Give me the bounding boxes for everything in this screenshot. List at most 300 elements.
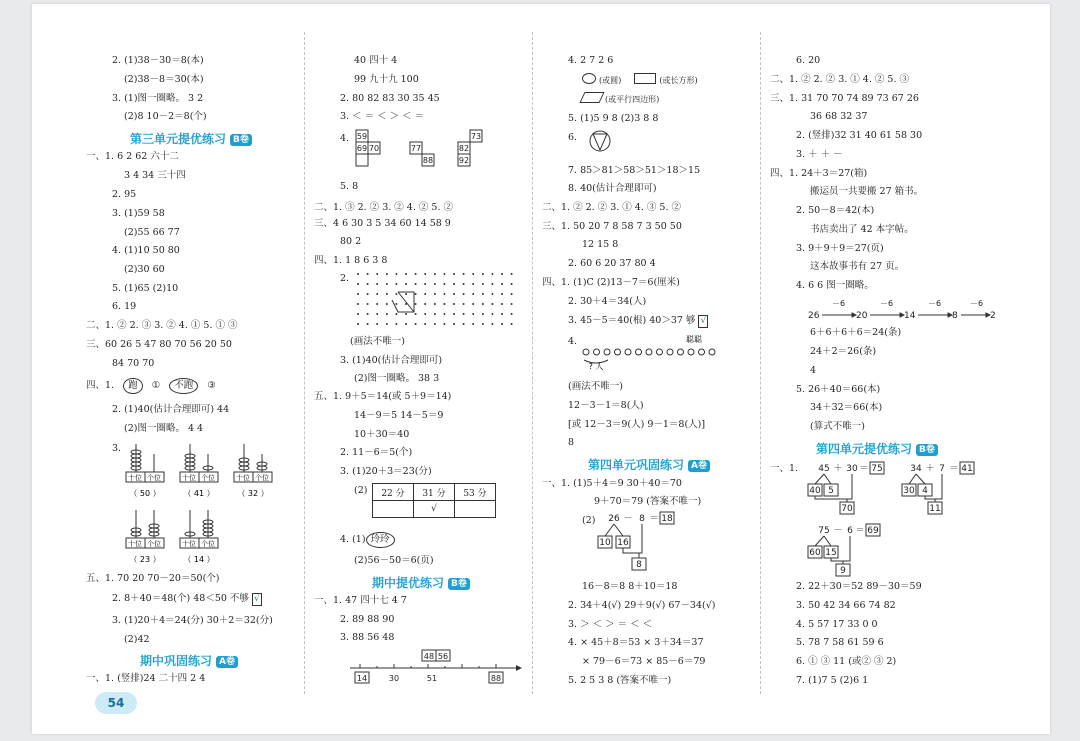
person-circle: [625, 349, 631, 355]
dot-grid-figure: [354, 270, 526, 330]
jump-number: 20: [856, 311, 868, 321]
answer-line: 2. 30＋4＝34(人): [568, 296, 647, 307]
grid-number: 82: [458, 144, 470, 153]
grid-dot: [491, 323, 493, 325]
answer-column-1: [78, 4, 300, 734]
grid-dot: [424, 313, 426, 315]
section-title-text: 第四单元提优练习: [816, 442, 913, 456]
person-circle: [615, 349, 621, 355]
grid-dot: [405, 273, 407, 275]
grid-dot: [367, 323, 369, 325]
tree-number: 75: [818, 526, 830, 536]
answer-line: 2. 34＋4(√) 29＋9(√) 67－34(√): [568, 600, 716, 611]
answer-line: 3. (1)图一圈略。 3 2: [112, 93, 204, 104]
grid-dot: [367, 303, 369, 305]
split-tree-figure: [594, 508, 704, 572]
answer-line: 4. (1)10 50 80: [112, 245, 180, 256]
queue-figure: [582, 332, 742, 370]
section-title-text: 第四单元巩固练习: [588, 458, 685, 472]
tree-number: 69: [867, 526, 879, 536]
grid-dot: [376, 283, 378, 285]
answer-line: [340, 532, 395, 548]
answer-line: 12－3－1＝8(人): [568, 400, 644, 411]
person-circle: [646, 349, 652, 355]
person-circle: [709, 349, 715, 355]
grid-dot: [511, 283, 513, 285]
section-title-text: 期中提优练习: [372, 576, 445, 590]
grid-number: 88: [422, 156, 434, 165]
answer-line: 6.: [568, 132, 578, 143]
tree-sign: ＝: [859, 464, 869, 474]
number-line-label: 30: [388, 674, 400, 683]
abacus-answer: （ 50 ）: [129, 489, 161, 498]
grid-dot: [386, 273, 388, 275]
answer-line: (2): [582, 515, 596, 526]
jump-number: 26: [808, 311, 820, 321]
grid-dot: [357, 303, 359, 305]
grid-dot: [424, 303, 426, 305]
grid-number: 92: [458, 156, 470, 165]
item-number: 4. (1): [340, 534, 366, 545]
answer-column-4: [766, 4, 1006, 734]
grid-dot: [386, 293, 388, 295]
grid-dot: [376, 273, 378, 275]
answer-line: 五、1. 70 20 70－20＝50(个): [86, 573, 220, 584]
grid-dot: [415, 283, 417, 285]
grid-dot: [357, 283, 359, 285]
grid-dot: [463, 313, 465, 315]
grid-dot: [472, 273, 474, 275]
place-label: 个位: [201, 474, 215, 482]
grid-dot: [511, 303, 513, 305]
place-label: 十位: [182, 474, 196, 482]
tree-number: 15: [825, 548, 837, 558]
answer-line: (2)8 10－2＝8(个): [124, 111, 207, 122]
rectangle-shape-icon: [634, 73, 656, 84]
answer-line: [112, 592, 262, 606]
section-badge: A卷: [216, 656, 238, 668]
answer-line: 3. (1)40(估计合理即可): [340, 355, 443, 366]
cut-circle-figure: [588, 128, 612, 154]
answer-line: 2. 95: [112, 189, 137, 200]
person-circle: [636, 349, 642, 355]
answer-line: × 79－6＝73 × 85－6＝79: [582, 656, 706, 667]
jump-label: －6: [832, 299, 846, 308]
jump-label: －6: [970, 299, 984, 308]
shape-label: (或平行四边形): [605, 95, 660, 104]
section-title: [140, 652, 238, 669]
grid-dot: [443, 293, 445, 295]
grid-dot: [501, 313, 503, 315]
grid-number: 59: [356, 132, 368, 141]
person-circle: [594, 349, 600, 355]
abacus-32: [234, 444, 272, 498]
grid-dot: [386, 313, 388, 315]
place-label: 十位: [128, 540, 142, 548]
answer-line: 一、1. (1)5＋4＝9 30＋40＝70: [542, 478, 682, 489]
grid-dot: [501, 283, 503, 285]
answer-line: 4: [810, 365, 817, 376]
answer-line: 3. 88 56 48: [340, 632, 395, 643]
tree-number: 30: [903, 486, 915, 496]
figure-label: ? 人: [588, 362, 604, 370]
answer-line: (2)56－50＝6(页): [354, 555, 434, 566]
answer-line: 36 68 32 37: [810, 111, 868, 122]
table-cell: 31 分: [414, 484, 455, 501]
answer-line: 3. ＋ ＋ －: [796, 149, 843, 160]
grid-dot: [472, 323, 474, 325]
place-label: 个位: [147, 540, 161, 548]
answer-line: 5. (1)65 (2)10: [112, 283, 179, 294]
grid-dot: [472, 283, 474, 285]
grid-dot: [434, 313, 436, 315]
answer-text: 2. 8＋40＝48(个) 48＜50 不够: [112, 593, 249, 604]
grid-dot: [415, 313, 417, 315]
tree-number: 6: [847, 526, 853, 536]
grid-dot: [405, 293, 407, 295]
place-label: 个位: [201, 540, 215, 548]
answer-line: 2. 89 88 90: [340, 614, 395, 625]
tree-number: 26: [608, 514, 620, 524]
answer-line: 3. ＜ ＝ ＜ ＞ ＜ ＝: [340, 111, 425, 122]
answer-line: 三、60 26 5 47 80 70 56 20 50: [86, 339, 232, 350]
answer-line: 四、1. 1 8 6 3 8: [314, 255, 388, 266]
grid-dot: [472, 313, 474, 315]
tree-number: 60: [809, 548, 821, 558]
section-badge: B卷: [916, 444, 938, 456]
table-cell: √: [414, 501, 455, 518]
grid-dot: [491, 293, 493, 295]
answer-line: 二、1. ② 2. ② 3. ① 4. ② 5. ③: [770, 74, 909, 85]
tree-sign: －: [833, 526, 843, 536]
grid-dot: [357, 313, 359, 315]
section-title: [588, 456, 710, 473]
answer-line: 二、1. ② 2. ② 3. ① 4. ③ 5. ②: [542, 202, 681, 213]
section-title: [372, 574, 470, 591]
figure-label: 聪聪: [686, 335, 702, 344]
jump-label: －6: [928, 299, 942, 308]
check-mark-icon: √: [253, 594, 260, 604]
answer-line: 3. (1)20＋4＝24(分) 30＋2＝32(分): [112, 615, 273, 626]
grid-dot: [415, 323, 417, 325]
grid-dot: [482, 283, 484, 285]
grid-dot: [386, 303, 388, 305]
grid-dot: [482, 313, 484, 315]
section-title-text: 第三单元提优练习: [130, 132, 227, 146]
answer-line: 三、1. 31 70 70 74 89 73 67 26: [770, 93, 919, 104]
grid-dot: [424, 273, 426, 275]
circle-shape-icon: [582, 73, 596, 84]
grid-dot: [395, 303, 397, 305]
tree-sign: ＋: [925, 464, 935, 474]
answer-column-2: [310, 4, 528, 734]
place-label: 十位: [182, 540, 196, 548]
grid-dot: [434, 273, 436, 275]
answer-line: (画法不唯一): [568, 381, 623, 392]
grid-dot: [357, 293, 359, 295]
table-cell: [455, 501, 496, 518]
grid-dot: [453, 293, 455, 295]
grid-dot: [405, 313, 407, 315]
answer-line: 3. 50 42 34 66 74 82: [796, 600, 896, 611]
grid-dot: [511, 293, 513, 295]
answer-line: 16－8＝8 8＋10＝18: [582, 581, 678, 592]
grid-dot: [472, 293, 474, 295]
place-label: 个位: [147, 474, 161, 482]
grid-dot: [367, 273, 369, 275]
answer-line: [或 12－3＝9(人) 9－1＝8(人)]: [568, 419, 706, 430]
tree-number: 30: [846, 464, 858, 474]
circled-answer: 跑: [123, 378, 143, 394]
parallelogram-shape-icon: [579, 92, 604, 103]
drawn-shape: [392, 292, 414, 312]
answer-column-3: [538, 4, 756, 734]
grid-dot: [443, 313, 445, 315]
grid-dot: [415, 303, 417, 305]
answer-line: 一、1. (竖排)24 二十四 2 4: [86, 673, 206, 684]
grid-number: 69: [356, 144, 368, 153]
answer-line: 80 2: [340, 236, 362, 247]
grid-dot: [424, 283, 426, 285]
grid-dot: [395, 283, 397, 285]
answer-line: 8: [568, 437, 575, 448]
answer-line: (算式不唯一): [810, 421, 865, 432]
grid-dot: [386, 283, 388, 285]
tree-number: 8: [639, 514, 645, 524]
grid-dot: [424, 293, 426, 295]
abacus-answer: （ 32 ）: [237, 489, 269, 498]
grid-dot: [491, 273, 493, 275]
grid-dot: [367, 293, 369, 295]
number-line-label: 14: [356, 674, 368, 683]
person-circle: [688, 349, 694, 355]
place-label: 十位: [128, 474, 142, 482]
grid-dot: [434, 283, 436, 285]
answer-line: 6. ① ③ 11 (或② ③ 2): [796, 656, 897, 667]
answer-line: 5. 26＋40＝66(本): [796, 384, 881, 395]
answer-line: 2. 50－8＝42(本): [796, 205, 875, 216]
section-title: [816, 440, 938, 457]
answer-line: 5. 8: [340, 181, 359, 192]
answer-line: 9＋70＝79 (答案不唯一): [594, 496, 702, 507]
answer-line: [582, 92, 659, 107]
answer-line: 12 15 8: [582, 239, 619, 250]
grid-dot: [395, 323, 397, 325]
answer-line: (2): [354, 485, 368, 496]
check-mark-icon: √: [700, 316, 707, 326]
grid-dot: [395, 293, 397, 295]
answer-line: 6. 19: [112, 301, 137, 312]
answer-line: 10＋30＝40: [354, 429, 410, 440]
number-line-label: 88: [490, 674, 502, 683]
answer-line: [86, 378, 216, 394]
grid-dot: [501, 323, 503, 325]
score-table: [372, 483, 496, 518]
answer-line: (2)55 66 77: [124, 227, 180, 238]
answer-line: 5. 78 7 58 61 59 6: [796, 637, 884, 648]
number-grid-figure: [354, 128, 504, 174]
jump-label: －6: [880, 299, 894, 308]
answer-line: 99 九十九 100: [354, 74, 419, 85]
shape-label: (或圆): [599, 76, 622, 85]
grid-dot: [501, 293, 503, 295]
grid-dot: [491, 283, 493, 285]
answer-page: [32, 4, 1050, 734]
grid-dot: [482, 323, 484, 325]
answer-token: ①: [151, 380, 161, 391]
grid-dot: [395, 273, 397, 275]
grid-number: 77: [410, 144, 422, 153]
tree-number: 9: [840, 566, 846, 576]
answer-line: 3. (1)20＋3＝23(分): [340, 466, 432, 477]
answer-line: 4.: [340, 133, 350, 144]
grid-dot: [357, 323, 359, 325]
answer-line: 7. (1)7 5 (2)6 1: [796, 675, 869, 686]
section-badge: B卷: [448, 578, 470, 590]
grid-dot: [376, 293, 378, 295]
grid-dot: [463, 283, 465, 285]
answer-token: ③: [207, 380, 216, 391]
grid-dot: [357, 273, 359, 275]
column-divider: [304, 32, 305, 694]
table-cell: [373, 501, 414, 518]
tree-number: 8: [636, 560, 642, 570]
answer-line: (2)42: [124, 634, 150, 645]
grid-dot: [434, 303, 436, 305]
abacus-41: [180, 444, 218, 498]
answer-line: 3 4 34 三十四: [124, 170, 186, 181]
grid-dot: [443, 303, 445, 305]
answer-line: 5. (1)5 9 8 (2)3 8 8: [568, 113, 659, 124]
tree-sign: ＋: [833, 464, 843, 474]
answer-line: 2.: [340, 273, 350, 284]
abacus-answer: （ 41 ）: [183, 489, 215, 498]
tree-number: 4: [922, 486, 928, 496]
jump-number: 14: [904, 311, 916, 321]
grid-dot: [463, 273, 465, 275]
grid-dot: [501, 303, 503, 305]
tree-sign: －: [623, 514, 633, 524]
answer-line: [582, 73, 698, 88]
circled-answer: 不跑: [169, 378, 198, 394]
tree-number: 18: [661, 514, 673, 524]
answer-line: 84 70 70: [112, 358, 155, 369]
answer-line: 4.: [568, 336, 578, 347]
answer-line: 五、1. 9＋5＝14(或 5＋9＝14): [314, 391, 452, 402]
answer-line: 二、1. ③ 2. ② 3. ② 4. ② 5. ②: [314, 202, 453, 213]
answer-line: 40 四十 4: [354, 55, 398, 66]
jump-number: 2: [990, 311, 996, 321]
answer-line: 书店卖出了 42 本字帖。: [810, 224, 914, 235]
item-number: 四、1.: [86, 380, 115, 391]
answer-line: 2. (竖排)32 31 40 61 58 30: [796, 130, 923, 141]
answer-line: (2)30 60: [124, 264, 165, 275]
abacus-14: [180, 510, 218, 564]
shape-label: (或长方形): [659, 76, 698, 85]
answer-line: 三、4 6 30 3 5 34 60 14 58 9: [314, 218, 451, 229]
tree-sign: ＝: [855, 526, 865, 536]
answer-line: 3. ＞ ＜ ＞ ＝ ＜ ＜: [568, 619, 653, 630]
grid-dot: [405, 323, 407, 325]
grid-dot: [367, 283, 369, 285]
answer-line: 2. (1)40(估计合理即可) 44: [112, 404, 230, 415]
answer-line: 7. 85＞81＞58＞51＞18＞15: [568, 165, 701, 176]
grid-dot: [511, 313, 513, 315]
grid-dot: [463, 303, 465, 305]
answer-line: (2)38－8＝30(本): [124, 74, 204, 85]
person-circle: [657, 349, 663, 355]
answer-line: 2. 60 6 20 37 80 4: [568, 258, 656, 269]
section-badge: A卷: [688, 460, 710, 472]
answer-line: 一、1. 47 四十七 4 7: [314, 595, 407, 606]
jump-arrow-figure: [806, 294, 1006, 322]
answer-line: 3. 9＋9＋9＝27(页): [796, 243, 884, 254]
answer-text: 3. 45－5＝40(根) 40＞37 够: [568, 315, 696, 326]
grid-dot: [453, 273, 455, 275]
answer-line: 一、1. 6 2 62 六十二: [86, 151, 179, 162]
tree-number: 45: [818, 464, 830, 474]
grid-number: 73: [470, 132, 482, 141]
grid-dot: [395, 313, 397, 315]
answer-line: 2. (1)38－30＝8(本): [112, 55, 204, 66]
number-line-arrow-icon: [516, 665, 522, 671]
abacus-23: [126, 510, 164, 564]
section-title: [130, 130, 252, 147]
grid-dot: [453, 323, 455, 325]
tree-number: 40: [809, 486, 821, 496]
answer-line: 一、1.: [770, 463, 799, 474]
table-cell: 22 分: [373, 484, 414, 501]
jump-number: 8: [952, 311, 958, 321]
grid-dot: [376, 323, 378, 325]
tree-number: 75: [871, 464, 883, 474]
grid-dot: [482, 293, 484, 295]
grid-dot: [511, 323, 513, 325]
answer-line: 4. × 45＋8＝53 × 3＋34＝37: [568, 637, 704, 648]
grid-dot: [386, 323, 388, 325]
grid-number: 70: [368, 144, 380, 153]
answer-line: 四、1. (1)C (2)13－7＝6(厘米): [542, 277, 680, 288]
answer-line: 搬运员一共要搬 27 箱书。: [810, 186, 924, 197]
answer-line: 14－9＝5 14－5＝9: [354, 410, 444, 421]
tree-sign: ＝: [949, 464, 959, 474]
number-line-label: 48: [423, 652, 435, 661]
grid-dot: [472, 303, 474, 305]
tree-number: 34: [910, 464, 922, 474]
answer-line: [568, 314, 708, 328]
abacus-figures: [124, 440, 324, 570]
answer-line: (2)图一圈略。 4 4: [124, 423, 204, 434]
answer-line: 6＋6＋6＋6＝24(条): [810, 327, 902, 338]
answer-line: 5. 2 5 3 8 (答案不唯一): [568, 675, 672, 686]
tree-number: 16: [617, 538, 629, 548]
grid-dot: [415, 293, 417, 295]
grid-dot: [405, 283, 407, 285]
answer-line: 二、1. ② 2. ③ 3. ② 4. ① 5. ① ③: [86, 320, 238, 331]
answer-line: 2. 11－6＝5(个): [340, 447, 413, 458]
grid-dot: [376, 303, 378, 305]
tree-number: 5: [828, 486, 834, 496]
grid-dot: [443, 283, 445, 285]
tree-number: 11: [929, 504, 941, 514]
answer-line: 4. 2 7 2 6: [568, 55, 614, 66]
grid-dot: [453, 313, 455, 315]
section-title-text: 期中巩固练习: [140, 654, 213, 668]
split-tree-figures: [806, 458, 996, 578]
answer-line: 24＋2＝26(条): [810, 346, 877, 357]
place-label: 十位: [236, 474, 250, 482]
abacus-answer: （ 14 ）: [183, 555, 215, 564]
